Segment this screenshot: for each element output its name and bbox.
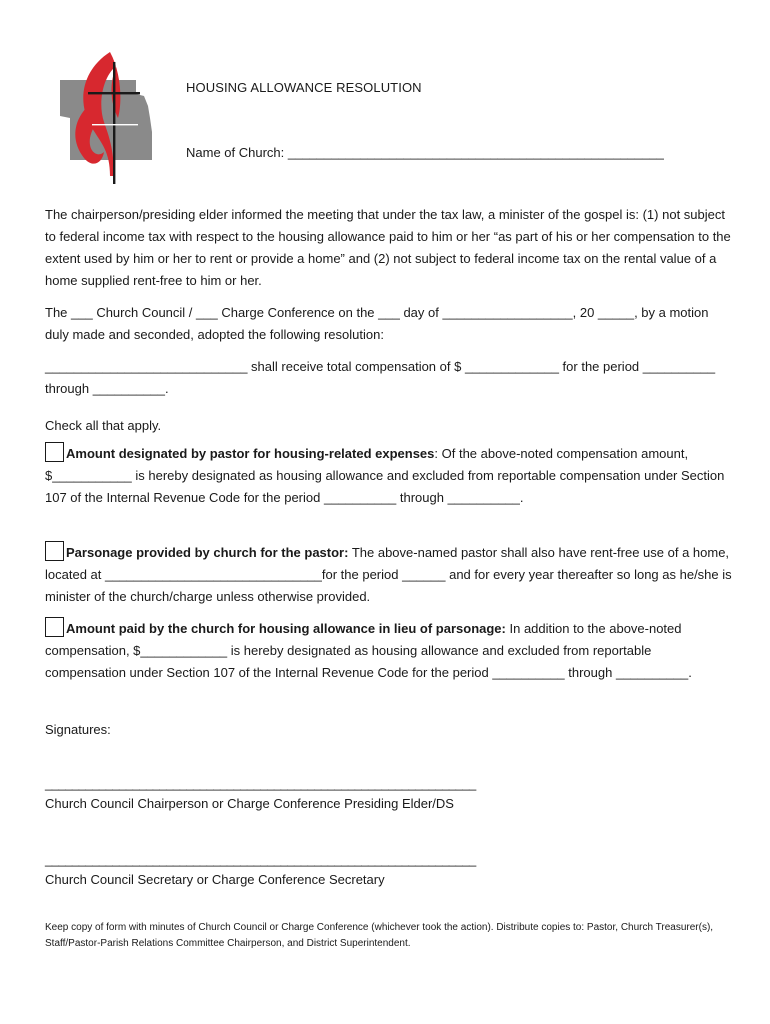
compensation-paragraph: ____________________________ shall receive total compensation of $ _____________ for the period __________ through __________.	[45, 359, 716, 396]
housing-expenses-checkbox[interactable]	[45, 442, 64, 462]
signature-label-secretary: Church Council Secretary or Charge Conference Secretary	[45, 872, 385, 887]
housing-allowance-checkbox[interactable]	[45, 617, 64, 637]
check-all-label: Check all that apply.	[45, 418, 162, 433]
signatures-label: Signatures:	[45, 722, 111, 737]
parsonage-checkbox[interactable]	[45, 541, 64, 561]
footer-note: Keep copy of form with minutes of Church Council or Charge Conference (whichever took the action). Distribute copies to: Pastor, Church Treasurer(s), Staff/Pastor-Parish Relations Committee Chairperson, and District Superintendent.	[45, 922, 714, 949]
option-housing-expenses	[45, 442, 735, 509]
church-logo	[52, 48, 162, 188]
cross-horizontal	[88, 92, 140, 94]
council-paragraph: The ___ Church Council / ___ Charge Conference on the ___ day of __________________, 20 _____, by a motion duly made and seconded, adopted the following resolution:	[45, 305, 709, 342]
signature-line-secretary[interactable]: ________________________________________________________________	[45, 852, 476, 867]
map-line	[92, 124, 138, 125]
option1-heading: Amount designated by pastor for housing-related expenses	[66, 446, 435, 461]
option3-heading: Amount paid by the church for housing allowance in lieu of parsonage:	[66, 621, 506, 636]
option3-body: In addition to the above-noted compensation, $____________ is hereby designated as housing allowance and excluded from reportable compensation under Section 107 of the Internal Revenue Code for the period __________ through __________.	[45, 621, 692, 680]
intro-paragraph: The chairperson/presiding elder informed the meeting that under the tax law, a minister of the gospel is: (1) not subject to federal income tax with respect to the housing allowance paid to him or her “as part of his or her compensation to the extent used by him or her to rent or provide a home” and (2) not subject to federal income tax on the rental value of a home supplied rent-free to him or her.	[45, 207, 731, 288]
option-housing-allowance	[45, 617, 735, 684]
signature-line-chairperson[interactable]: ________________________________________________________________	[45, 776, 476, 791]
form-title: HOUSING ALLOWANCE RESOLUTION	[186, 80, 422, 95]
option-parsonage	[45, 541, 735, 608]
cross-vertical	[113, 62, 115, 184]
option2-body: The above-named pastor shall also have rent-free use of a home, located at ______________________________for the period ______ and for every year thereafter so long as he/she is minister of the church/charge unless otherwise provided.	[45, 545, 732, 604]
church-name-field[interactable]: Name of Church: ____________________________________________________	[186, 145, 664, 160]
option1-body: : Of the above-noted compensation amount, $___________ is hereby designated as housing allowance and excluded from reportable compensation under Section 107 of the Internal Revenue Code for the period __________ through __________.	[45, 446, 725, 505]
option2-heading: Parsonage provided by church for the pastor:	[66, 545, 349, 560]
signature-label-chairperson: Church Council Chairperson or Charge Conference Presiding Elder/DS	[45, 796, 454, 811]
